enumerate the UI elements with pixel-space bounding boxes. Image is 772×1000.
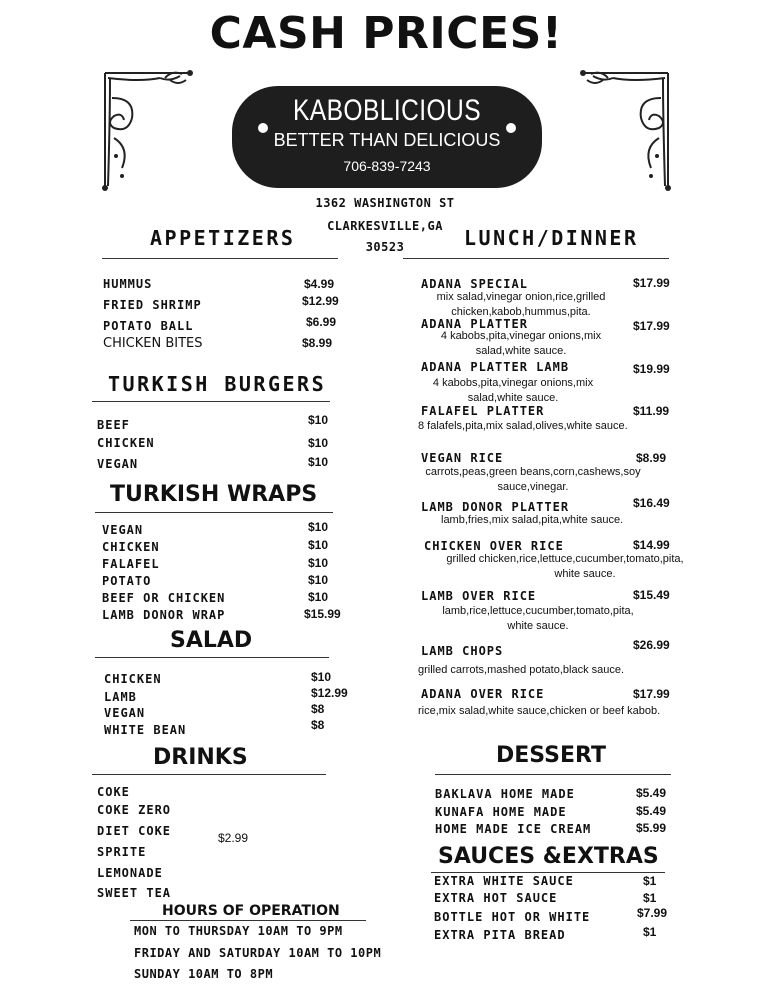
menu-item-name: CHICKEN bbox=[97, 436, 155, 450]
menu-item-price: $10 bbox=[308, 436, 329, 450]
divider bbox=[102, 258, 338, 259]
menu-item-name: BAKLAVA HOME MADE bbox=[435, 787, 575, 801]
menu-item-name: ADANA PLATTER bbox=[421, 317, 528, 331]
hours-line: SUNDAY 10AM TO 8PM bbox=[134, 967, 274, 981]
menu-item-price: $16.49 bbox=[633, 496, 670, 510]
menu-item-name: FALAFEL bbox=[102, 557, 160, 571]
menu-item-price: $10 bbox=[308, 520, 329, 534]
divider bbox=[92, 401, 330, 402]
menu-item-name: VEGAN bbox=[97, 457, 139, 471]
menu-item-name: VEGAN RICE bbox=[421, 451, 504, 465]
section-title-lunch: LUNCH/DINNER bbox=[464, 226, 639, 250]
menu-item-price: $10 bbox=[308, 556, 329, 570]
menu-item-description: lamb,fries,mix salad,pita,white sauce. bbox=[441, 514, 624, 526]
menu-item-name: WHITE BEAN bbox=[104, 723, 187, 737]
menu-item-name: CHICKEN BITES bbox=[103, 336, 203, 351]
menu-item-name: LAMB OVER RICE bbox=[421, 589, 537, 603]
menu-item-name: EXTRA WHITE SAUCE bbox=[434, 874, 574, 888]
hours-title: HOURS OF OPERATION bbox=[162, 903, 340, 919]
menu-item-price: $10 bbox=[308, 590, 329, 604]
address-line: CLARKESVILLE,GA bbox=[327, 219, 443, 233]
divider bbox=[435, 774, 671, 775]
divider bbox=[431, 872, 665, 873]
menu-item-price: $10 bbox=[308, 573, 329, 587]
menu-item-price: $2.99 bbox=[218, 831, 249, 845]
menu-item-name: VEGAN bbox=[102, 523, 144, 537]
menu-item-name: LEMONADE bbox=[97, 866, 163, 880]
divider bbox=[92, 774, 326, 775]
menu-item-name: HOME MADE ICE CREAM bbox=[435, 822, 592, 836]
menu-item-description: 4 kabobs,pita,vinegar onions,mix salad,white sauce. bbox=[432, 377, 594, 404]
menu-item-name: CHICKEN OVER RICE bbox=[424, 539, 564, 553]
page-title: CASH PRICES! bbox=[209, 8, 563, 59]
menu-item-price: $8 bbox=[311, 702, 325, 716]
menu-item-description: 4 kabobs,pita,vinegar onions,mix salad,white sauce. bbox=[440, 330, 602, 357]
menu-item-price: $5.49 bbox=[636, 804, 667, 818]
menu-item-name: COKE bbox=[97, 785, 130, 799]
menu-item-name: HUMMUS bbox=[103, 277, 153, 291]
menu-item-name: BEEF bbox=[97, 418, 130, 432]
divider bbox=[403, 258, 669, 259]
section-title-salad: SALAD bbox=[170, 628, 253, 653]
menu-item-price: $1 bbox=[643, 874, 657, 888]
hours-line: FRIDAY AND SATURDAY 10AM TO 10PM bbox=[134, 946, 382, 960]
menu-item-price: $14.99 bbox=[633, 538, 670, 552]
brand-badge bbox=[232, 86, 542, 188]
menu-item-price: $1 bbox=[643, 891, 657, 905]
menu-item-name: ADANA PLATTER LAMB bbox=[421, 360, 570, 374]
menu-item-price: $11.99 bbox=[633, 404, 670, 418]
section-title-appetizers: APPETIZERS bbox=[150, 226, 296, 250]
menu-item-price: $19.99 bbox=[633, 362, 670, 376]
menu-item-price: $4.99 bbox=[304, 277, 335, 291]
section-title-sauces: SAUCES &EXTRAS bbox=[438, 844, 659, 869]
menu-item-description: grilled carrots,mashed potato,black sauce. bbox=[418, 664, 625, 676]
menu-item-price: $8.99 bbox=[302, 336, 333, 350]
menu-item-name: DIET COKE bbox=[97, 824, 172, 838]
menu-item-name: LAMB CHOPS bbox=[421, 644, 504, 658]
divider bbox=[130, 920, 366, 921]
menu-item-name: BOTTLE HOT OR WHITE bbox=[434, 910, 591, 924]
menu-item-description: carrots,peas,green beans,corn,cashews,soy sauce,vinegar. bbox=[425, 466, 641, 493]
ornament-right-icon bbox=[578, 68, 673, 192]
menu-item-price: $10 bbox=[308, 413, 329, 427]
section-title-dessert: DESSERT bbox=[496, 743, 606, 768]
menu-item-price: $12.99 bbox=[302, 294, 339, 308]
address-line: 1362 WASHINGTON ST bbox=[315, 196, 455, 210]
menu-item-price: $10 bbox=[311, 670, 332, 684]
menu-item-name: POTATO BALL bbox=[103, 319, 194, 333]
menu-item-price: $8 bbox=[311, 718, 325, 732]
menu-item-name: CHICKEN bbox=[104, 672, 162, 686]
menu-item-price: $1 bbox=[643, 925, 657, 939]
menu-item-name: SPRITE bbox=[97, 845, 147, 859]
menu-item-name: BEEF OR CHICKEN bbox=[102, 591, 226, 605]
menu-item-price: $17.99 bbox=[633, 276, 670, 290]
menu-item-name: CHICKEN bbox=[102, 540, 160, 554]
menu-item-price: $7.99 bbox=[637, 906, 668, 920]
address-line: 30523 bbox=[365, 240, 405, 254]
menu-item-price: $6.99 bbox=[306, 315, 337, 329]
menu-item-name: EXTRA HOT SAUCE bbox=[434, 891, 558, 905]
menu-item-description: grilled chicken,rice,lettuce,cucumber,tomato,pita, white sauce. bbox=[446, 553, 684, 580]
hours-line: MON TO THURSDAY 10AM TO 9PM bbox=[134, 924, 343, 938]
menu-item-price: $12.99 bbox=[311, 686, 348, 700]
menu-item-price: $17.99 bbox=[633, 687, 670, 701]
section-title-wraps: TURKISH WRAPS bbox=[110, 482, 318, 507]
menu-item-name: EXTRA PITA BREAD bbox=[434, 928, 566, 942]
menu-item-price: $5.49 bbox=[636, 786, 667, 800]
menu-item-name: ADANA SPECIAL bbox=[421, 277, 528, 291]
section-title-drinks: DRINKS bbox=[153, 745, 248, 770]
menu-item-name: SWEET TEA bbox=[97, 886, 172, 900]
menu-item-name: LAMB bbox=[104, 690, 137, 704]
menu-item-price: $10 bbox=[308, 455, 329, 469]
menu-item-price: $26.99 bbox=[633, 638, 670, 652]
menu-item-price: $15.99 bbox=[304, 607, 341, 621]
menu-item-description: mix salad,vinegar onion,rice,grilled chicken,kabob,hummus,pita. bbox=[436, 291, 606, 318]
menu-item-name: LAMB DONOR WRAP bbox=[102, 608, 226, 622]
menu-item-name: FALAFEL PLATTER bbox=[421, 404, 545, 418]
brand-name: KABOBLICIOUS bbox=[292, 94, 482, 127]
section-title-burgers: TURKISH BURGERS bbox=[108, 372, 327, 396]
menu-item-description: rice,mix salad,white sauce,chicken or beef kabob. bbox=[418, 705, 661, 717]
menu-item-description: 8 falafels,pita,mix salad,olives,white sauce. bbox=[418, 420, 628, 432]
menu-item-name: COKE ZERO bbox=[97, 803, 172, 817]
menu-item-name: LAMB DONOR PLATTER bbox=[421, 500, 570, 514]
brand-tagline: BETTER THAN DELICIOUS bbox=[273, 130, 501, 150]
divider bbox=[95, 657, 329, 658]
phone-number: 706-839-7243 bbox=[343, 158, 431, 174]
menu-item-name: VEGAN bbox=[104, 706, 146, 720]
menu-item-price: $8.99 bbox=[636, 451, 667, 465]
menu-item-name: ADANA OVER RICE bbox=[421, 687, 545, 701]
menu-item-price: $15.49 bbox=[633, 588, 670, 602]
menu-item-price: $10 bbox=[308, 538, 329, 552]
menu-item-description: lamb,rice,lettuce,cucumber,tomato,pita, white sauce. bbox=[442, 605, 634, 632]
menu-item-name: KUNAFA HOME MADE bbox=[435, 805, 567, 819]
ornament-left-icon bbox=[100, 68, 195, 192]
menu-item-name: POTATO bbox=[102, 574, 152, 588]
menu-item-price: $5.99 bbox=[636, 821, 667, 835]
menu-item-price: $17.99 bbox=[633, 319, 670, 333]
menu-item-name: FRIED SHRIMP bbox=[103, 298, 202, 312]
divider bbox=[95, 512, 333, 513]
